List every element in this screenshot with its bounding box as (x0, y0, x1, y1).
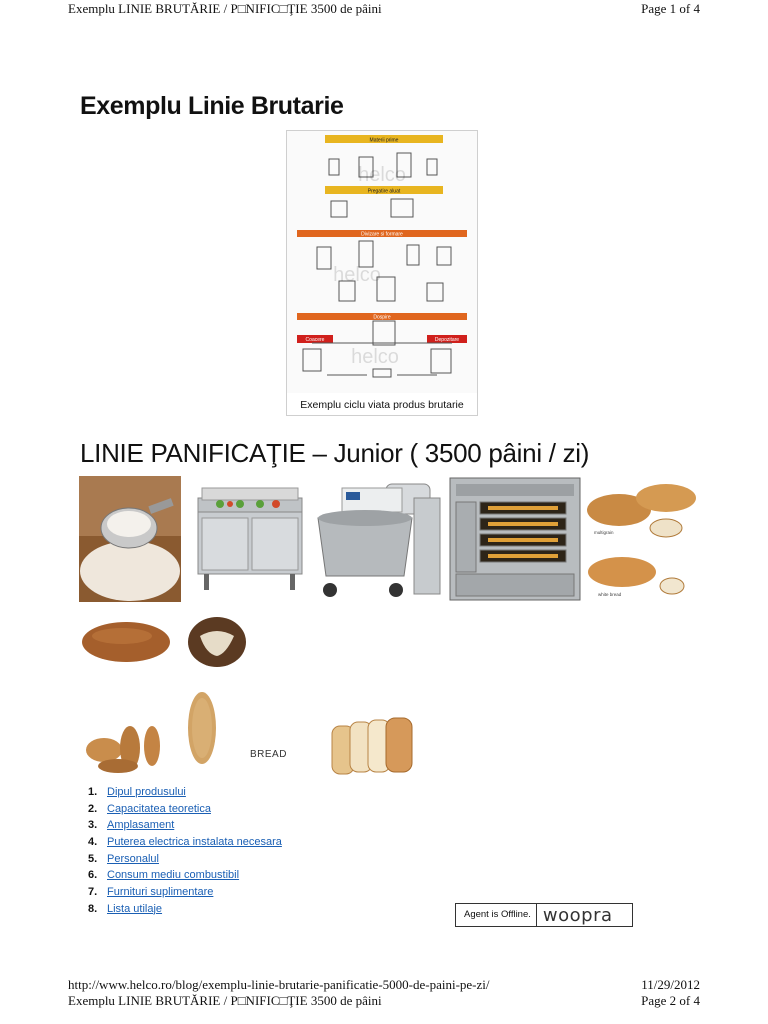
diagram-watermark-3: helco (351, 346, 399, 368)
woopra-logo: woopra (542, 904, 613, 926)
baguette-photo (176, 688, 232, 768)
diagram-watermark-2: helco (333, 264, 381, 286)
toc-number: 5. (88, 852, 98, 865)
next-header-title: Exemplu LINIE BRUTĂRIE / P□NIFIC□ŢIE 3500 de pâini (68, 993, 382, 1008)
toc-number: 6. (88, 869, 98, 882)
toc-link-fuel[interactable]: Consum mediu combustibil (107, 869, 240, 882)
toc-item-2 (88, 801, 282, 818)
diagram-watermark-1: helco (358, 164, 406, 186)
bread-label: BREAD (250, 749, 287, 760)
sliced-bread-photo (330, 714, 416, 776)
product-line-heading: LINIE PANIFICAŢIE – Junior ( 3500 pâini / zi) (80, 438, 590, 468)
white-bread-label: white bread (598, 592, 622, 597)
toc-link-equipment[interactable]: Lista utilaje (107, 902, 163, 915)
diagram-band-store-label: Depozitare (434, 337, 460, 343)
header-title: Exemplu LINIE BRUTĂRIE / P□NIFIC□ŢIE 3500 de pâini (68, 1, 382, 16)
bakery-cycle-diagram (286, 130, 478, 416)
bread-loaves-photo (586, 476, 696, 602)
toc-number: 3. (88, 819, 98, 832)
next-header-page-number: Page 2 of 4 (641, 993, 700, 1008)
toc-item-6 (88, 867, 282, 884)
diagram-caption: Exemplu ciclu viata produs brutarie (300, 399, 464, 411)
diagram-band-raw-label: Materii prime (369, 137, 399, 144)
toc-item-8 (88, 901, 282, 918)
deck-oven-photo (448, 476, 582, 602)
toc-number: 1. (88, 786, 98, 798)
toc-number: 8. (88, 902, 98, 915)
section-heading: Exemplu Linie Brutarie (80, 92, 344, 120)
toc-link-staff[interactable]: Personalul (107, 852, 159, 865)
toc-link-product-type[interactable]: Dipul produsului (107, 786, 186, 798)
next-page-header (68, 993, 700, 1009)
diagram-band-bake-label: Coacere (305, 337, 325, 343)
rye-loaf-photo (80, 618, 172, 666)
footer-date: 11/29/2012 (641, 977, 700, 992)
toc-number: 2. (88, 802, 98, 815)
round-loaf-photo (186, 614, 248, 670)
diagram-graphic (287, 131, 477, 393)
toc-link-supplies[interactable]: Furnituri suplimentare (107, 886, 214, 899)
toc-item-5 (88, 851, 282, 868)
dough-mixer-photo (316, 478, 444, 602)
diagram-band-dough-label: Pregatire aluat (367, 188, 401, 195)
toc-item-4 (88, 834, 282, 851)
toc-item-1 (88, 784, 282, 801)
croissants-photo (82, 714, 168, 776)
toc-item-7 (88, 884, 282, 901)
toc-link-location[interactable]: Amplasament (107, 819, 175, 832)
toc-number: 4. (88, 836, 98, 849)
footer-url[interactable]: http://www.helco.ro/blog/exemplu-linie-brutarie-panificatie-5000-de-paini-pe-zi/ (68, 977, 490, 992)
multigrain-label: multigrain (594, 530, 614, 535)
page-footer (68, 977, 700, 993)
flour-photo (79, 476, 181, 602)
prep-table-photo (190, 480, 308, 600)
table-of-contents (88, 784, 282, 918)
page-header (68, 0, 700, 18)
toc-item-3 (88, 817, 282, 834)
chat-status: Agent is Offline. (456, 904, 537, 926)
chat-widget[interactable] (455, 903, 633, 927)
toc-link-power[interactable]: Puterea electrica instalata necesara (107, 836, 282, 849)
header-page-number: Page 1 of 4 (641, 1, 700, 16)
diagram-band-divide-label: Divizare si formare (361, 231, 403, 238)
toc-number: 7. (88, 886, 98, 899)
toc-link-capacity[interactable]: Capacitatea teoretica (107, 802, 211, 815)
diagram-band-proof-label: Dospire (373, 314, 391, 321)
